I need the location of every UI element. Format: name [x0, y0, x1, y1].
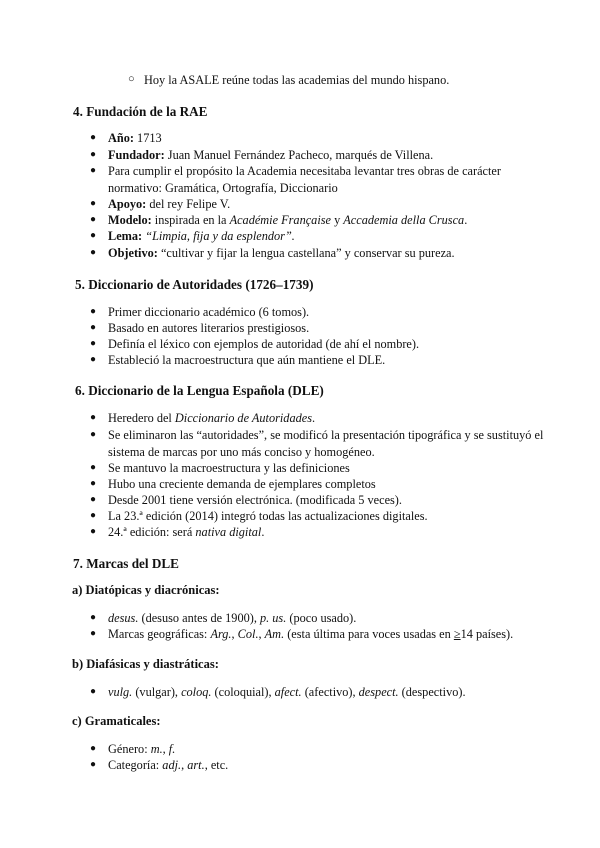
subheading-b: b) Diafásicas y diastráticas: — [72, 657, 219, 671]
list-item: ● Categoría: adj., art., etc. — [90, 758, 229, 772]
list-item: ● Hubo una creciente demanda de ejemplares completos — [90, 477, 376, 491]
list-item: ● Objetivo: “cultivar y fijar la lengua castellana” y conservar su pureza. — [90, 246, 455, 260]
list-item: ● Género: m., f. — [90, 742, 176, 756]
list-item: ● vulg. (vulgar), coloq. (coloquial), afect. (afectivo), despect. (despectivo). — [90, 685, 466, 699]
list-item: ● Fundador: Juan Manuel Fernández Pacheco, marqués de Villena. — [90, 148, 434, 162]
bullet-icon: ● — [90, 165, 97, 176]
bullet-icon: ● — [90, 198, 97, 209]
bullet-icon: ● — [90, 214, 97, 225]
list-item: ● Lema: “Limpia, fija y da esplendor”. — [90, 229, 295, 243]
list-item: ● Se eliminaron las “autoridades”, se modificó la presentación tipográfica y se sustituyó el sistema de marcas por uno más conciso y homogéneo. — [90, 428, 544, 459]
bullet-icon: ● — [90, 759, 97, 770]
bullet-icon: ● — [90, 478, 97, 489]
bullet-icon: ● — [90, 354, 97, 365]
bullet-icon: ● — [90, 306, 97, 317]
bullet-icon: ● — [90, 230, 97, 241]
list-item: ● Para cumplir el propósito la Academia necesitaba levantar tres obras de carácter normativo: Gramática, Ortografía, Diccionario — [90, 164, 501, 195]
list-item: ● Primer diccionario académico (6 tomos). — [90, 305, 310, 319]
list-item: ● Modelo: inspirada en la Académie Française y Accademia della Crusca. — [90, 213, 468, 227]
list-item: ● Estableció la macroestructura que aún mantiene el DLE. — [90, 353, 386, 367]
bullet-icon: ● — [90, 429, 97, 440]
bullet-icon: ● — [90, 132, 97, 143]
bullet-icon: ● — [90, 510, 97, 521]
bullet-icon: ● — [90, 322, 97, 333]
list-item: ● Desde 2001 tiene versión electrónica. (modificada 5 veces). — [90, 493, 402, 507]
section-heading-5: 5. Diccionario de Autoridades (1726–1739) — [75, 277, 314, 292]
section-heading-7: 7. Marcas del DLE — [73, 556, 179, 571]
bullet-icon: ● — [90, 247, 97, 258]
bullet-icon: ● — [90, 494, 97, 505]
bullet-icon: ● — [90, 628, 97, 639]
bullet-icon: ● — [90, 412, 97, 423]
list-item: ○ Hoy la ASALE reúne todas las academias del mundo hispano. — [128, 73, 450, 87]
bullet-icon: ● — [90, 462, 97, 473]
list-item: ● Se mantuvo la macroestructura y las definiciones — [90, 461, 350, 475]
list-item: ● desus. (desuso antes de 1900), p. us. (poco usado). — [90, 611, 357, 625]
list-item: ● Definía el léxico con ejemplos de autoridad (de ahí el nombre). — [90, 337, 420, 351]
list-item: ● Marcas geográficas: Arg., Col., Am. (esta última para voces usadas en ≥14 países). — [90, 627, 514, 641]
bullet-icon: ● — [90, 149, 97, 160]
circle-bullet-icon: ○ — [128, 73, 135, 85]
list-item: ● Heredero del Diccionario de Autoridades. — [90, 411, 316, 425]
bullet-icon: ● — [90, 338, 97, 349]
list-item: ● Año: 1713 — [90, 131, 162, 145]
subheading-a: a) Diatópicas y diacrónicas: — [72, 583, 220, 597]
list-item: ● Basado en autores literarios prestigiosos. — [90, 321, 310, 335]
subheading-c: c) Gramaticales: — [72, 714, 161, 728]
list-item: ● 24.ª edición: será nativa digital. — [90, 525, 265, 539]
section-heading-4: 4. Fundación de la RAE — [73, 104, 208, 119]
bullet-icon: ● — [90, 612, 97, 623]
list-item: ● La 23.ª edición (2014) integró todas las actualizaciones digitales. — [90, 509, 428, 523]
bullet-icon: ● — [90, 743, 97, 754]
bullet-icon: ● — [90, 526, 97, 537]
section-heading-6: 6. Diccionario de la Lengua Española (DLE) — [75, 383, 324, 398]
bullet-icon: ● — [90, 686, 97, 697]
list-item: ● Apoyo: del rey Felipe V. — [90, 197, 231, 211]
